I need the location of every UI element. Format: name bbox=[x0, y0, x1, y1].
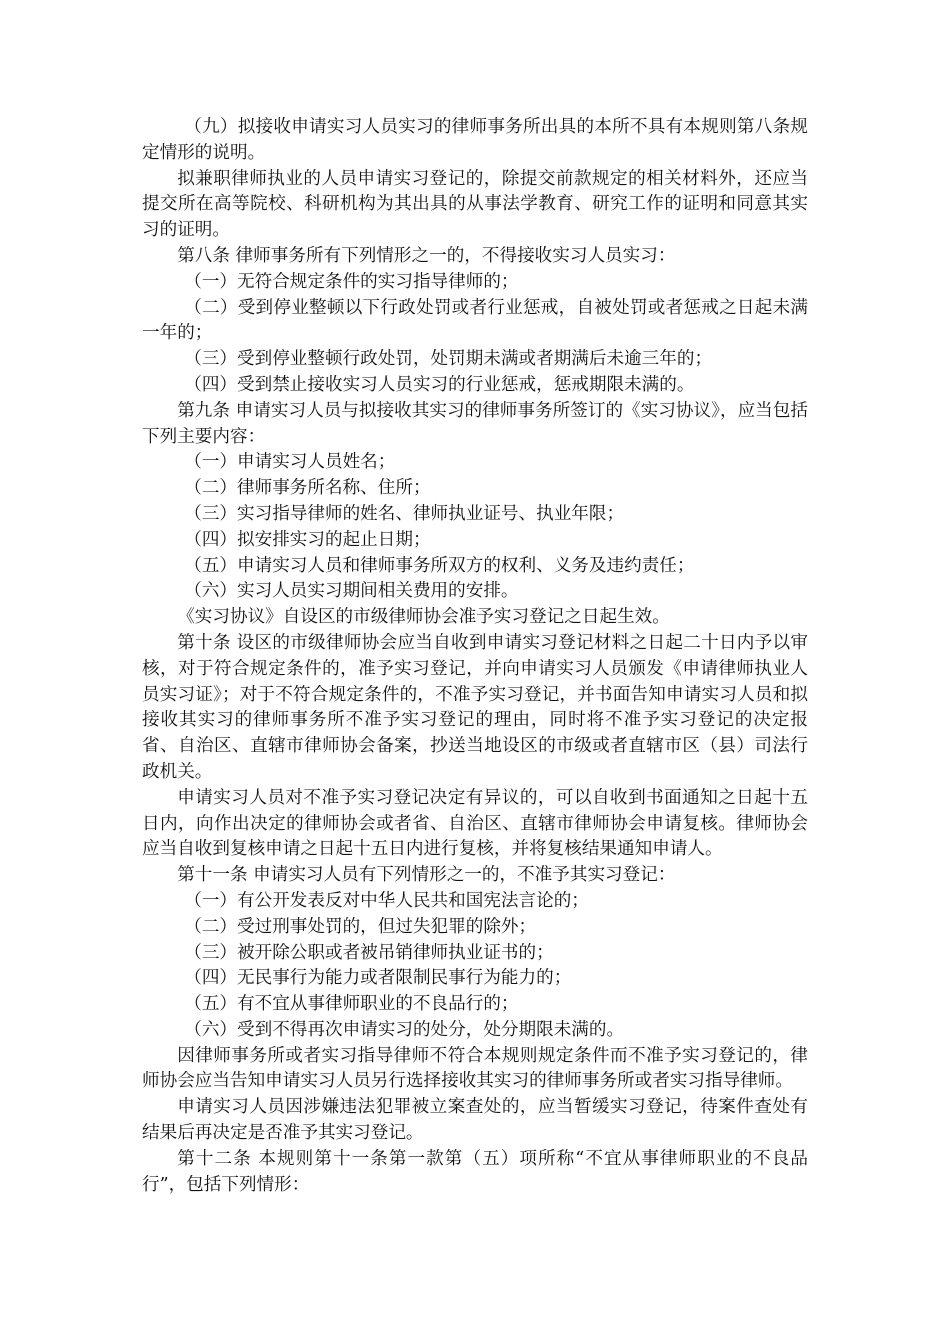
list-item-paragraph: （一）无符合规定条件的实习指导律师的； bbox=[184, 271, 519, 292]
body-paragraph: 申请实习人员因涉嫌违法犯罪被立案查处的，应当暂缓实习登记，待案件查处有结果后再决定是否准予其实习登记。 bbox=[142, 1097, 808, 1144]
list-item-paragraph: （四）拟安排实习的起止日期； bbox=[184, 529, 431, 550]
list-item-paragraph: （四）受到禁止接收实习人员实习的行业惩戒，惩戒期限未满的。 bbox=[184, 374, 695, 395]
body-paragraph: 《实习协议》自设区的市级律师协会准予实习登记之日起生效。 bbox=[177, 607, 670, 628]
list-item-paragraph: （四）无民事行为能力或者限制民事行为能力的； bbox=[184, 968, 572, 989]
body-paragraph: 因律师事务所或者实习指导律师不符合本规则规定条件而不准予实习登记的，律师协会应当告知申请实习人员另行选择接收其实习的律师事务所或者实习指导律师。 bbox=[142, 1045, 808, 1092]
list-item-paragraph: （六）实习人员实习期间相关费用的安排。 bbox=[184, 581, 519, 602]
list-item-paragraph: （二）受到停业整顿以下行政处罚或者行业惩戒，自被处罚或者惩戒之日起未满一年的； bbox=[142, 297, 808, 344]
list-item-paragraph: （六）受到不得再次申请实习的处分，处分期限未满的。 bbox=[184, 1019, 625, 1040]
body-paragraph: 拟兼职律师执业的人员申请实习登记的，除提交前款规定的相关材料外，还应当提交所在高等院校、科研机构为其出具的从事法学教育、研究工作的证明和同意其实习的证明。 bbox=[142, 168, 808, 241]
body-paragraph: 第十一条 申请实习人员有下列情形之一的，不准予其实习登记： bbox=[177, 865, 676, 886]
body-paragraph: 申请实习人员对不准予实习登记决定有异议的，可以自收到书面通知之日起十五日内，向作出决定的律师协会或者省、自治区、直辖市律师协会申请复核。律师协会应当自收到复核申请之日起十五日内进行复核，并将复核结果通知申请人。 bbox=[142, 787, 808, 860]
document-page bbox=[142, 115, 808, 1198]
body-paragraph: 第十二条 本规则第十一条第一款第（五）项所称“不宜从事律师职业的不良品行”，包括下列情形： bbox=[142, 1148, 808, 1195]
body-paragraph: 第九条 申请实习人员与拟接收其实习的律师事务所签订的《实习协议》，应当包括下列主要内容： bbox=[142, 400, 808, 447]
list-item-paragraph: （三）受到停业整顿行政处罚，处罚期未满或者期满后未逾三年的； bbox=[184, 349, 713, 370]
body-paragraph: 第八条 律师事务所有下列情形之一的，不得接收实习人员实习： bbox=[177, 245, 676, 266]
list-item-paragraph: （一）申请实习人员姓名； bbox=[184, 452, 396, 473]
list-item-paragraph: （三）实习指导律师的姓名、律师执业证号、执业年限； bbox=[184, 503, 625, 524]
list-item-paragraph: （三）被开除公职或者被吊销律师执业证书的； bbox=[184, 942, 554, 963]
body-paragraph: 第十条 设区的市级律师协会应当自收到申请实习登记材料之日起二十日内予以审核，对于符合规定条件的，准予实习登记，并向申请实习人员颁发《申请律师执业人员实习证》；对于不符合规定条件的，不准予实习登记，并书面告知申请实习人员和拟接收其实习的律师事务所不准予实习登记的理由，同时将不准予实习登记的决定报省、自治区、直辖市律师协会备案，抄送当地设区的市级或者直辖市区（县）司法行政机关。 bbox=[142, 632, 808, 782]
list-item-paragraph: （五）有不宜从事律师职业的不良品行的； bbox=[184, 994, 519, 1015]
list-item-paragraph: （二）律师事务所名称、住所； bbox=[184, 478, 431, 499]
list-item-paragraph: （二）受过刑事处罚的，但过失犯罪的除外； bbox=[184, 916, 537, 937]
list-item-paragraph: （九）拟接收申请实习人员实习的律师事务所出具的本所不具有本规则第八条规定情形的说明。 bbox=[142, 117, 808, 163]
list-item-paragraph: （五）申请实习人员和律师事务所双方的权利、义务及违约责任； bbox=[184, 555, 695, 576]
list-item-paragraph: （一）有公开发表反对中华人民共和国宪法言论的； bbox=[184, 890, 589, 911]
